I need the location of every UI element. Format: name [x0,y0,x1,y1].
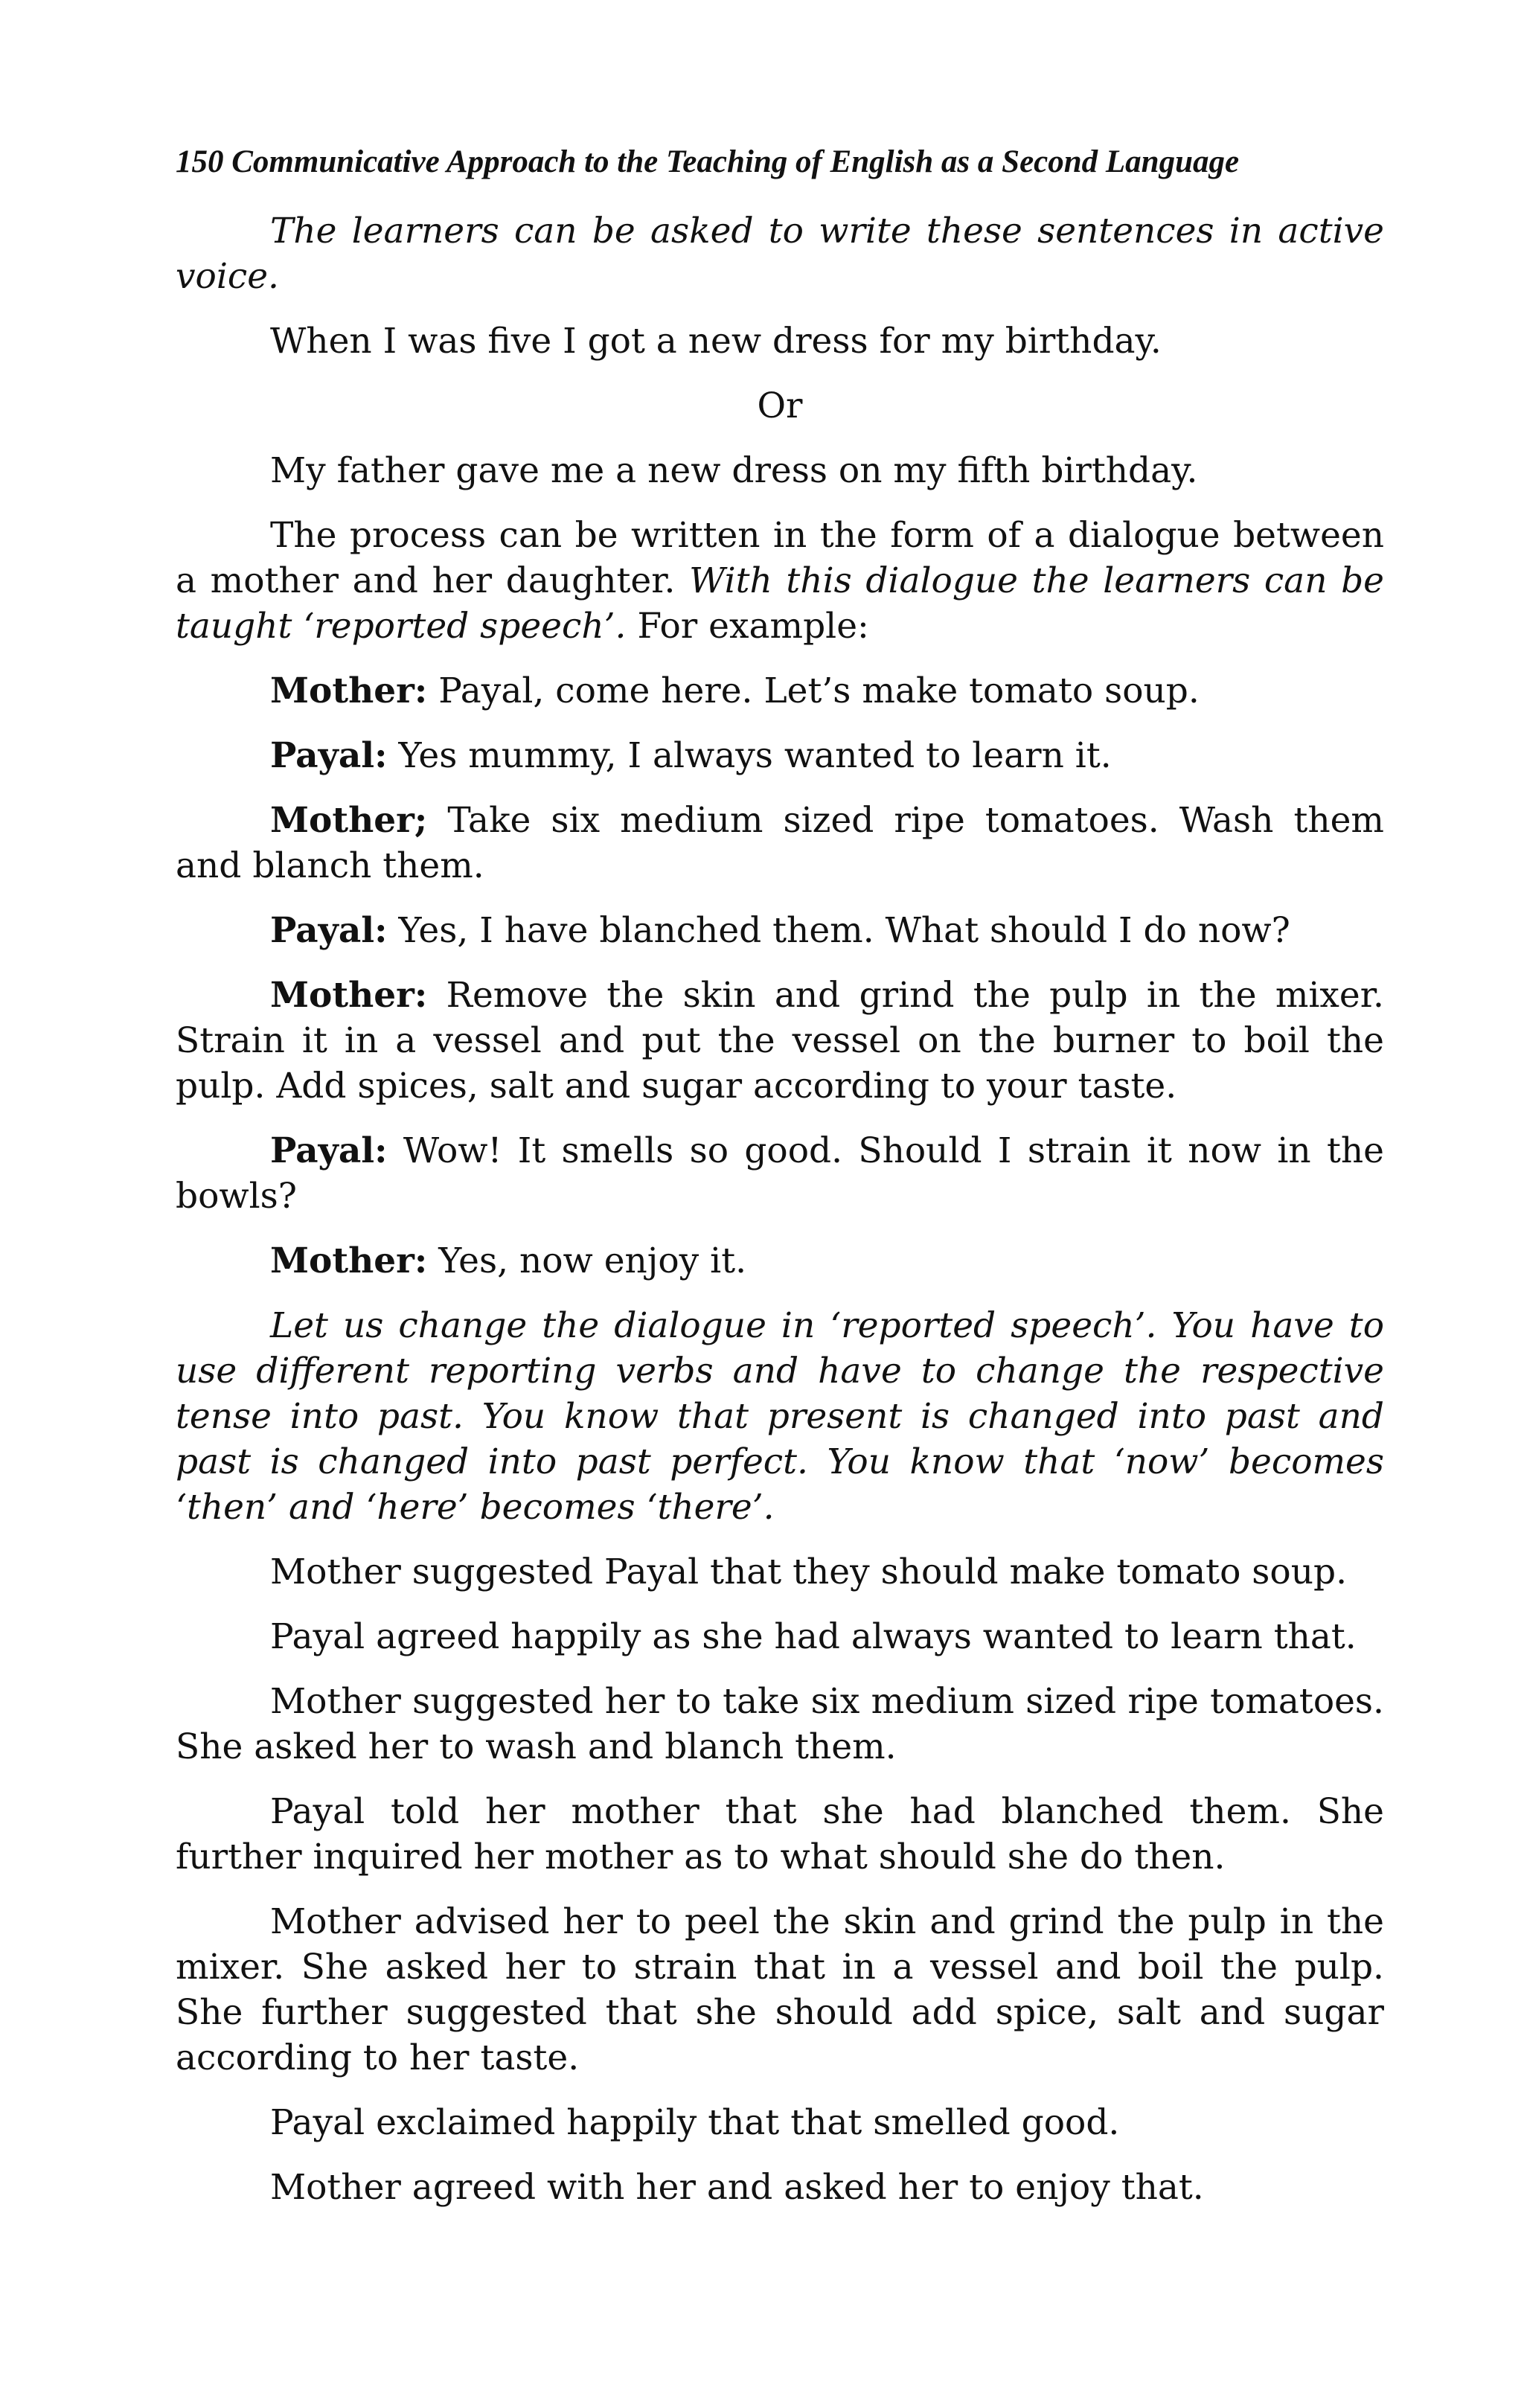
reported-sentence: Payal told her mother that she had blanched them. She further inquired her mother as to what should she do then. [176,1791,1384,1877]
dialogue-text: Yes mummy, I always wanted to learn it. [398,735,1112,776]
speaker-label: Mother; [270,800,428,841]
dialogue-text: Wow! It smells so good. Should I strain it now in the bowls? [176,1130,1384,1217]
reported-sentence: Mother suggested Payal that they should make tomato soup. [270,1552,1348,1592]
running-header [176,141,1384,183]
active-sentence: My father gave me a new dress on my fifth birthday. [270,450,1198,491]
speaker-label: Mother: [270,1240,428,1281]
dialogue-line [176,908,1384,953]
dialogue-text: Payal, come here. Let’s make tomato soup. [438,670,1200,711]
speaker-label: Payal: [270,910,388,951]
reported-sentence: Mother agreed with her and asked her to enjoy that. [270,2167,1204,2208]
or-separator: Or [757,385,803,426]
speaker-label: Payal: [270,1130,388,1171]
reported-sentence: Mother suggested her to take six medium sized ripe tomatoes. She asked her to wash and blanch them. [176,1681,1384,1767]
reported-sentence: Payal exclaimed happily that that smelled good. [270,2102,1120,2143]
dialogue-text: Take six medium sized ripe tomatoes. Wash them and blanch them. [176,800,1384,886]
process-italic-text: With this dialogue the learners can be taught ‘reported speech’. [176,560,1385,647]
dialogue-line [176,798,1384,888]
dialogue-line [176,668,1384,714]
dialogue-line [176,1128,1384,1219]
running-title: Communicative Approach to the Teaching of English as a Second Language [231,144,1240,179]
dialogue-text: Remove the skin and grind the pulp in the mixer. Strain it in a vessel and put the vessel on the burner to boil the pulp. Add spices, salt and sugar according to your taste. [176,975,1384,1107]
dialogue-line [176,733,1384,778]
speaker-label: Mother: [270,975,428,1016]
exercise-instruction: The learners can be asked to write these sentences in active voice. [176,211,1384,297]
process-tail-text: For example: [637,606,869,647]
reported-sentence: Mother advised her to peel the skin and grind the pulp in the mixer. She asked her to strain that in a vessel and boil the pulp. She further suggested that she should add spice, salt and sugar according to her taste. [176,1901,1384,2078]
dialogue-text: Yes, now enjoy it. [438,1240,747,1281]
speaker-label: Payal: [270,735,388,776]
dialogue-line [176,1238,1384,1284]
process-text: The process can be written in the form of a dialogue between a mother and her daughter. [176,515,1384,601]
reported-speech-instruction: Let us change the dialogue in ‘reported speech’. You have to use different reporting verbs and have to change the respective tense into past. You know that present is changed into past and past is changed into past perfect. You know that ‘now’ becomes ‘then’ and ‘here’ becomes ‘there’. [176,1305,1384,1528]
dialogue-line [176,973,1384,1109]
book-page [176,141,1384,2229]
reported-sentence: Payal agreed happily as she had always wanted to learn that. [270,1616,1357,1657]
page-number: 150 [176,144,224,179]
speaker-label: Mother: [270,670,428,711]
dialogue-text: Yes, I have blanched them. What should I do now? [398,910,1290,951]
process-paragraph [176,513,1384,649]
passive-sentence: When I was five I got a new dress for my birthday. [270,321,1162,362]
